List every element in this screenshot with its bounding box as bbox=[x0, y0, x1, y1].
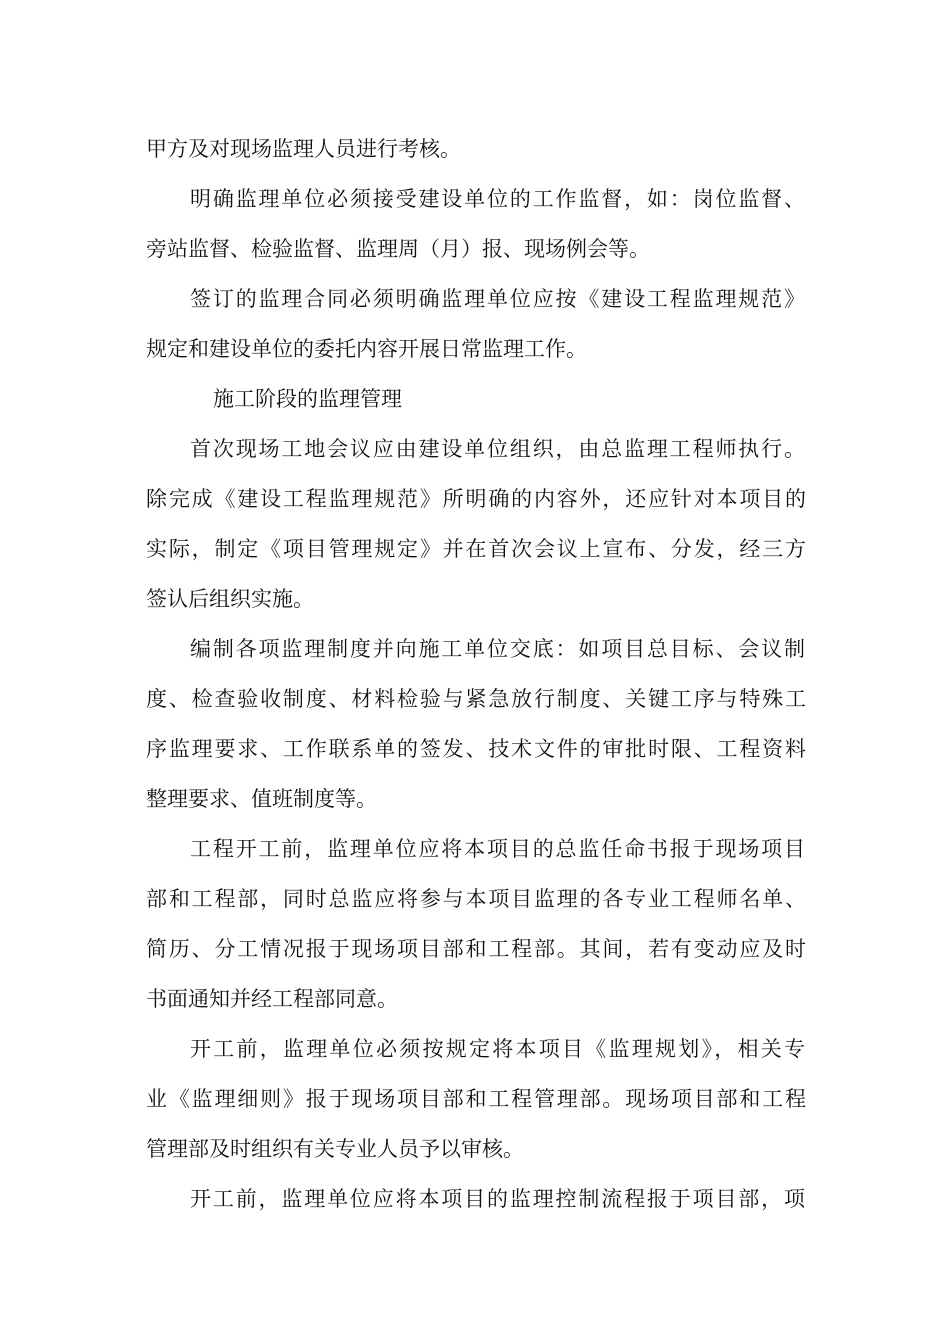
text-line: 管理部及时组织有关专业人员予以审核。 bbox=[146, 1137, 524, 1161]
text-line: 旁站监督、检验监督、监理周（月）报、现场例会等。 bbox=[146, 237, 650, 261]
text-line: 开工前，监理单位应将本项目的监理控制流程报于项目部，项 bbox=[190, 1187, 805, 1211]
text-line: 序监理要求、工作联系单的签发、技术文件的审批时限、工程资料 bbox=[146, 737, 806, 761]
text-line: 开工前，监理单位必须按规定将本项目《监理规划》，相关专 bbox=[190, 1037, 805, 1061]
text-line: 除完成《建设工程监理规范》所明确的内容外，还应针对本项目的 bbox=[146, 487, 806, 511]
text-line: 签认后组织实施。 bbox=[146, 587, 314, 611]
text-line: 编制各项监理制度并向施工单位交底：如项目总目标、会议制 bbox=[190, 637, 805, 661]
text-line: 简历、分工情况报于现场项目部和工程部。其间，若有变动应及时 bbox=[146, 937, 806, 961]
text-line: 部和工程部，同时总监应将参与本项目监理的各专业工程师名单、 bbox=[146, 887, 806, 911]
text-line: 实际，制定《项目管理规定》并在首次会议上宣布、分发，经三方 bbox=[146, 537, 806, 561]
text-line: 书面通知并经工程部同意。 bbox=[146, 987, 398, 1011]
text-line: 规定和建设单位的委托内容开展日常监理工作。 bbox=[146, 337, 587, 361]
text-line: 签订的监理合同必须明确监理单位应按《建设工程监理规范》 bbox=[190, 287, 805, 311]
text-line: 甲方及对现场监理人员进行考核。 bbox=[146, 137, 461, 161]
section-heading: 施工阶段的监理管理 bbox=[213, 387, 402, 411]
text-line: 首次现场工地会议应由建设单位组织，由总监理工程师执行。 bbox=[190, 437, 805, 461]
text-line: 业《监理细则》报于现场项目部和工程管理部。现场项目部和工程 bbox=[146, 1087, 806, 1111]
text-line: 整理要求、值班制度等。 bbox=[146, 787, 377, 811]
text-line: 度、检查验收制度、材料检验与紧急放行制度、关键工序与特殊工 bbox=[146, 687, 806, 711]
text-line: 工程开工前，监理单位应将本项目的总监任命书报于现场项目 bbox=[190, 837, 805, 861]
text-line: 明确监理单位必须接受建设单位的工作监督，如：岗位监督、 bbox=[190, 187, 805, 211]
